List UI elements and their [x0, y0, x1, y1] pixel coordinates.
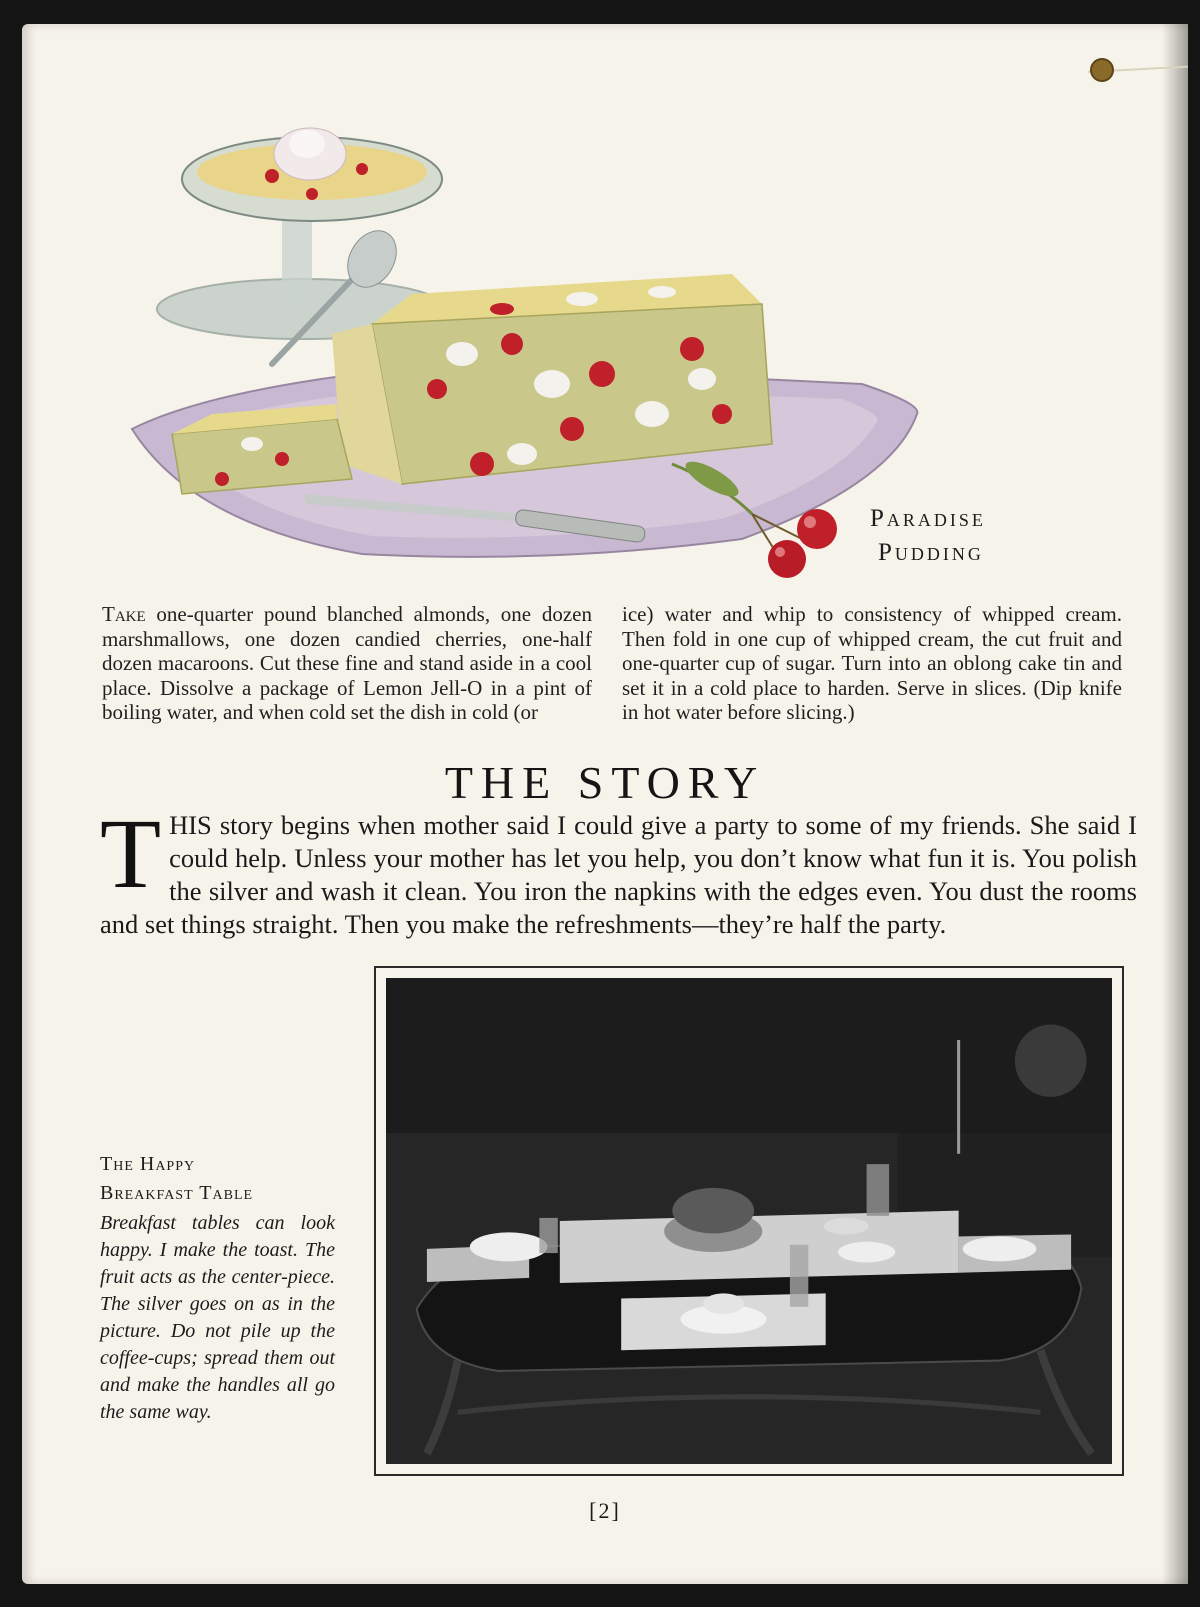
story-first-word: HIS — [169, 810, 212, 840]
dish-title-line2: Pudding — [878, 539, 984, 566]
dish-title — [870, 502, 986, 570]
caption-title-line1: The Happy — [100, 1153, 196, 1175]
page-number: [2] — [589, 1498, 621, 1523]
recipe-lead-word: Take — [102, 602, 146, 626]
recipe-text-left — [102, 602, 592, 725]
drop-cap: T — [100, 798, 162, 909]
book-page — [22, 24, 1188, 1584]
recipe-left-body: one-quarter pound blanched almonds, one dozen marshmallows, one dozen candied cherries, one-half dozen macaroons. Cut these fine and stand aside in a cool place. Dissolve a package of Lemon Jell-O in a pint of boiling water, and when cold set the dish in cold (or — [102, 602, 592, 724]
binding-hole — [1092, 60, 1112, 80]
caption-text: Breakfast tables can look happy. I make the toast. The fruit acts as the center-piece. The silver goes on as in the picture. Do not pile up the coffee-cups; spread them out and make the handles all go the same way. — [100, 1212, 335, 1423]
story-heading: THE STORY — [444, 757, 766, 808]
photo-caption — [100, 1150, 335, 1426]
story-body — [100, 798, 1137, 941]
breakfast-table-photo — [386, 978, 1112, 1464]
recipe-text-right: ice) water and whip to consistency of whipped cream. Then fold in one cup of whipped cream, the cut fruit and one-quarter cup of sugar. Turn into an oblong cake tin and set it in a cold place to harden. Serve in slices. (Dip knife in hot water before slicing.) — [622, 602, 1122, 724]
breakfast-table-image — [386, 978, 1112, 1464]
pudding-illustration — [102, 84, 962, 604]
dish-title-line1: Paradise — [870, 505, 986, 532]
story-text: story begins when mother said I could give a party to some of my friends. She said I could help. Unless your mother has let you help, you don’t know what fun it is. You polish the silver and wash it clean. You iron the napkins with the edges even. You dust the rooms and set things straight. Then you make the refreshments—they’re half the party. — [100, 810, 1137, 939]
caption-title-line2: Breakfast Table — [100, 1182, 254, 1204]
photo-frame — [374, 966, 1124, 1476]
